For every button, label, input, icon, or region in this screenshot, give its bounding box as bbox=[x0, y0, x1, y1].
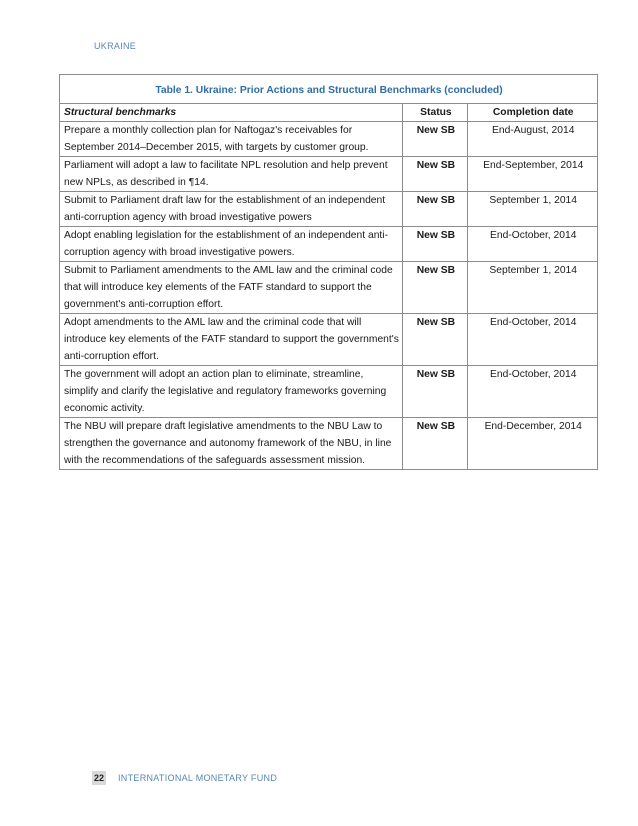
column-header-status: Status bbox=[403, 104, 468, 122]
completion-date-cell: End-October, 2014 bbox=[468, 314, 598, 366]
status-cell: New SB bbox=[403, 262, 468, 314]
benchmark-cell: Submit to Parliament draft law for the establishment of an independent anti-corruption agency with broad investigative powers bbox=[60, 192, 403, 227]
table-row bbox=[60, 157, 598, 192]
status-cell: New SB bbox=[403, 418, 468, 470]
table-title-row bbox=[60, 75, 598, 104]
running-head: UKRAINE bbox=[94, 41, 137, 51]
table-header-row bbox=[60, 104, 598, 122]
completion-date-cell: End-September, 2014 bbox=[468, 157, 598, 192]
table-row bbox=[60, 192, 598, 227]
benchmark-cell: Adopt amendments to the AML law and the criminal code that will introduce key elements of the FATF standard to support the government's anti-corruption effort. bbox=[60, 314, 403, 366]
benchmark-cell: Submit to Parliament amendments to the AML law and the criminal code that will introduce key elements of the FATF standard to support the government's anti-corruption effort. bbox=[60, 262, 403, 314]
status-cell: New SB bbox=[403, 314, 468, 366]
status-cell: New SB bbox=[403, 366, 468, 418]
benchmark-cell: Adopt enabling legislation for the establishment of an independent anti-corruption agency with broad investigative powers. bbox=[60, 227, 403, 262]
status-cell: New SB bbox=[403, 192, 468, 227]
table-title: Table 1. Ukraine: Prior Actions and Structural Benchmarks (concluded) bbox=[60, 75, 598, 104]
page-number: 22 bbox=[93, 773, 104, 783]
benchmark-cell: The government will adopt an action plan to eliminate, streamline, simplify and clarify the legislative and regulatory frameworks governing economic activity. bbox=[60, 366, 403, 418]
table-row bbox=[60, 122, 598, 157]
benchmark-cell: Prepare a monthly collection plan for Naftogaz's receivables for September 2014–December 2015, with targets by customer group. bbox=[60, 122, 403, 157]
column-header-benchmarks: Structural benchmarks bbox=[60, 104, 403, 122]
table-row bbox=[60, 227, 598, 262]
completion-date-cell: September 1, 2014 bbox=[468, 262, 598, 314]
structural-benchmarks-table bbox=[59, 74, 598, 470]
status-cell: New SB bbox=[403, 122, 468, 157]
completion-date-cell: End-August, 2014 bbox=[468, 122, 598, 157]
footer-organization: INTERNATIONAL MONETARY FUND bbox=[118, 773, 278, 783]
table-row bbox=[60, 418, 598, 470]
benchmark-cell: Parliament will adopt a law to facilitate NPL resolution and help prevent new NPLs, as described in ¶14. bbox=[60, 157, 403, 192]
status-cell: New SB bbox=[403, 157, 468, 192]
table-row bbox=[60, 314, 598, 366]
completion-date-cell: End-October, 2014 bbox=[468, 227, 598, 262]
column-header-completion-date: Completion date bbox=[468, 104, 598, 122]
completion-date-cell: End-December, 2014 bbox=[468, 418, 598, 470]
completion-date-cell: September 1, 2014 bbox=[468, 192, 598, 227]
table-row bbox=[60, 262, 598, 314]
table-row bbox=[60, 366, 598, 418]
status-cell: New SB bbox=[403, 227, 468, 262]
benchmark-cell: The NBU will prepare draft legislative amendments to the NBU Law to strengthen the governance and autonomy framework of the NBU, in line with the recommendations of the safeguards assessment mission. bbox=[60, 418, 403, 470]
completion-date-cell: End-October, 2014 bbox=[468, 366, 598, 418]
